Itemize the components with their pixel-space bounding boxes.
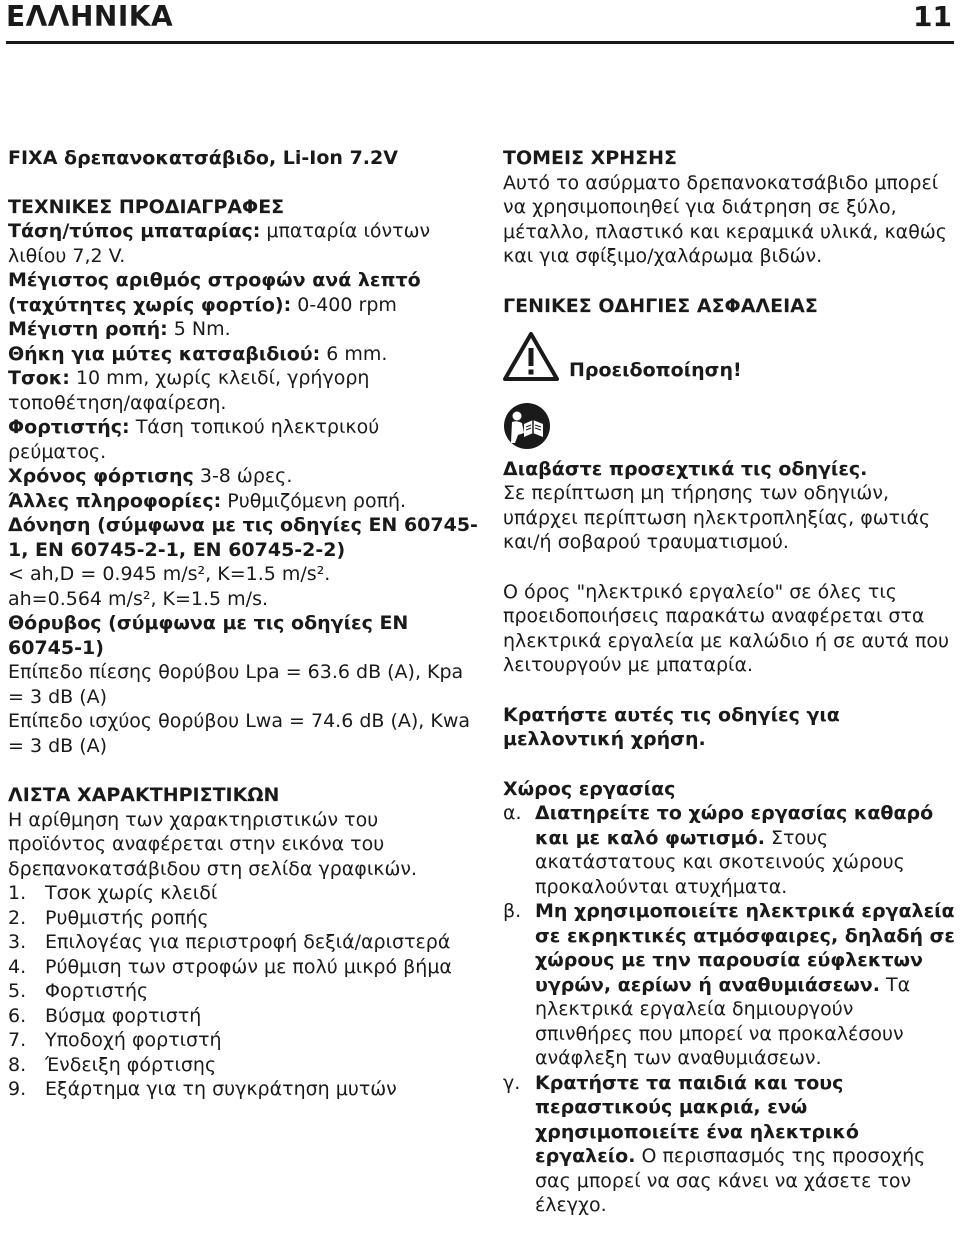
list-item xyxy=(8,1028,478,1053)
spec-torque-label: Μέγιστη ροπή: xyxy=(8,318,168,340)
use-title: ΤΟΜΕΙΣ ΧΡΗΣΗΣ xyxy=(503,147,677,169)
spec-charger xyxy=(8,415,478,464)
item-number: 9. xyxy=(8,1078,27,1100)
item-number: 2. xyxy=(8,906,27,929)
specs-title: ΤΕΧΝΙΚΕΣ ΠΡΟΔΙΑΓΡΑΦΕΣ xyxy=(8,195,285,218)
warning-label: Προειδοποίηση! xyxy=(569,358,742,381)
list-item xyxy=(503,1071,955,1218)
item-text: Επιλογέας για περιστροφή δεξιά/αριστερά xyxy=(45,931,451,953)
list-item xyxy=(8,930,478,955)
read-instructions-label: Διαβάστε προσεχτικά τις οδηγίες. xyxy=(503,457,868,480)
list-item xyxy=(8,906,478,931)
spec-charger-value: Τάση τοπικού ηλεκτρικού ρεύματος. xyxy=(8,416,380,463)
item-text xyxy=(535,801,955,899)
item-text: Φορτιστής xyxy=(45,980,149,1002)
item-number: 6. xyxy=(8,1004,27,1027)
spec-speed-value: 0-400 rpm xyxy=(291,293,397,316)
item-rest: Στους ακατάστατους και σκοτεινούς χώρους προκαλούνται ατυχήματα. xyxy=(535,826,905,898)
list-item xyxy=(8,955,478,980)
page-number: 11 xyxy=(913,0,952,33)
work-area-list xyxy=(503,801,955,1218)
list-item xyxy=(8,881,478,906)
list-item xyxy=(8,1004,478,1029)
list-item xyxy=(503,899,955,1071)
work-area-title: Χώρος εργασίας xyxy=(503,777,676,800)
item-bold: Κρατήστε τα παιδιά και τους περαστικούς μακριά, ενώ χρησιμοποιείτε ένα ηλεκτρικό εργαλείο. xyxy=(535,1071,859,1167)
right-column xyxy=(503,146,955,1218)
item-number: 7. xyxy=(8,1029,27,1051)
spec-vibration-label: Δόνηση (σύμφωνα με τις οδηγίες EN 60745-1, EN 60745-2-1, EN 60745-2-2) xyxy=(8,514,478,561)
header-divider xyxy=(6,41,954,44)
use-text: Αυτό το ασύρματο δρεπανοκατσάβιδο μπορεί να χρησιμοποιηθεί για διάτρηση σε ξύλο, μέταλλο, πλαστικό και κεραμικά υλικά, καθώς και για σφίξιμο/χαλάρωμα βιδών. xyxy=(503,171,947,267)
item-text xyxy=(535,1071,955,1218)
product-title: FIXA δρεπανοκατσάβιδο, Li-Ion 7.2V xyxy=(8,147,398,169)
list-item xyxy=(8,1077,478,1102)
header-language: ΕΛΛΗΝΙΚΑ xyxy=(6,0,174,33)
item-rest: Τα ηλεκτρικά εργαλεία δημιουργούν σπινθήρες που μπορεί να προκαλέσουν ανάφλεξη των αναθυμιάσεων. xyxy=(535,973,911,1069)
item-text: Ένδειξη φόρτισης xyxy=(45,1053,217,1076)
spec-charge-time-value: 3-8 ώρες. xyxy=(193,465,293,487)
item-bold: Μη χρησιμοποιείτε ηλεκτρικά εργαλεία σε εκρηκτικές ατμόσφαιρες, δηλαδή σε χώρους με την παρουσία εύφλεκτων υγρών, αερίων ή αναθυμιάσεων. xyxy=(535,900,955,996)
warning-row xyxy=(503,332,955,382)
spec-chuck xyxy=(8,366,478,415)
spec-charge-time-label: Χρόνος φόρτισης xyxy=(8,465,194,487)
warning-triangle-icon xyxy=(503,332,559,382)
safety-title: ΓΕΝΙΚΕΣ ΟΔΗΓΙΕΣ ΑΣΦΑΛΕΙΑΣ xyxy=(503,294,818,317)
spec-other-value: Ρυθμιζόμενη ροπή. xyxy=(221,489,407,512)
spec-chuck-value: 10 mm, χωρίς κλειδί, γρήγορη τοποθέτηση/αφαίρεση. xyxy=(8,367,370,414)
item-number: 3. xyxy=(8,931,27,953)
spec-noise-line1: Επίπεδο πίεσης θορύβου Lpa = 63.6 dB (A), Kpa = 3 dB (A) xyxy=(8,661,464,708)
spec-speed-label: Μέγιστος αριθμός στροφών ανά λεπτό (ταχύτητες χωρίς φορτίο): xyxy=(8,269,421,316)
spec-speed xyxy=(8,268,478,317)
spec-noise-line2: Επίπεδο ισχύος θορύβου Lwa = 74.6 dB (A), Kwa = 3 dB (A) xyxy=(8,710,471,757)
item-number: 4. xyxy=(8,955,27,978)
spec-vibration-line1: < ah,D = 0.945 m/s², K=1.5 m/s². xyxy=(8,563,331,585)
spec-battery-label: Τάση/τύπος μπαταρίας: xyxy=(8,220,261,242)
read-manual-icon xyxy=(503,402,551,450)
spec-other xyxy=(8,489,478,514)
item-letter: γ. xyxy=(503,1071,521,1094)
features-intro: Η αρίθμηση των χαρακτηριστικών του προϊόντος αναφέρεται στην εικόνα του δρεπανοκατσάβιδου στη σελίδα γραφικών. xyxy=(8,808,418,880)
keep-instructions: Κρατήστε αυτές τις οδηγίες για μελλοντική χρήση. xyxy=(503,703,840,750)
item-text: Εξάρτημα για τη συγκράτηση μυτών xyxy=(45,1078,397,1100)
spec-torque-value: 5 Nm. xyxy=(167,318,231,340)
list-item xyxy=(503,801,955,899)
spec-holder-value: 6 mm. xyxy=(320,342,388,365)
item-letter: α. xyxy=(503,802,522,824)
item-text: Ρύθμιση των στροφών με πολύ μικρό βήμα xyxy=(45,955,452,978)
spec-chuck-label: Τσοκ: xyxy=(8,367,70,389)
item-text: Ρυθμιστής ροπής xyxy=(45,906,209,929)
features-list xyxy=(8,881,478,1102)
left-column xyxy=(8,146,478,1102)
spec-vibration-line2: ah=0.564 m/s², K=1.5 m/s. xyxy=(8,587,269,610)
item-text: Υποδοχή φορτιστή xyxy=(45,1029,222,1051)
spec-holder xyxy=(8,342,478,367)
term-text: Ο όρος "ηλεκτρικό εργαλείο" σε όλες τις προειδοποιήσεις παρακάτω αναφέρεται στα ηλεκτρικά εργαλεία με καλώδιο ή σε αυτά που λειτουργούν με μπαταρία. xyxy=(503,580,950,676)
spec-noise-label: Θόρυβος (σύμφωνα με τις οδηγίες EN 60745-1) xyxy=(8,612,409,659)
item-bold: Διατηρείτε το χώρο εργασίας καθαρό και με καλό φωτισμό. xyxy=(535,802,934,849)
features-title: ΛΙΣΤΑ ΧΑΡΑΚΤΗΡΙΣΤΙΚΩΝ xyxy=(8,784,280,806)
item-rest: Ο περισπασμός της προσοχής σας μπορεί να σας κάνει να χάσετε τον έλεγχο. xyxy=(535,1145,926,1216)
item-text: Τσοκ χωρίς κλειδί xyxy=(45,882,218,904)
item-number: 8. xyxy=(8,1053,27,1076)
spec-charger-label: Φορτιστής: xyxy=(8,416,130,438)
list-item xyxy=(8,1053,478,1078)
spec-charge-time xyxy=(8,464,478,489)
spec-battery-value: μπαταρία ιόντων λιθίου 7,2 V. xyxy=(8,220,431,267)
spec-other-label: Άλλες πληροφορίες: xyxy=(8,489,222,512)
spec-battery xyxy=(8,219,478,268)
spec-holder-label: Θήκη για μύτες κατσαβιδιού: xyxy=(8,342,321,365)
item-number: 5. xyxy=(8,980,27,1002)
item-letter: β. xyxy=(503,900,522,922)
read-instructions-text: Σε περίπτωση μη τήρησης των οδηγιών, υπάρχει περίπτωση ηλεκτροπληξίας, φωτιάς και/ή σοβαρού τραυματισμού. xyxy=(503,482,931,553)
item-number: 1. xyxy=(8,882,27,904)
item-text xyxy=(535,899,955,1071)
spec-torque xyxy=(8,317,478,342)
list-item xyxy=(8,979,478,1004)
item-text: Βύσμα φορτιστή xyxy=(45,1004,202,1027)
